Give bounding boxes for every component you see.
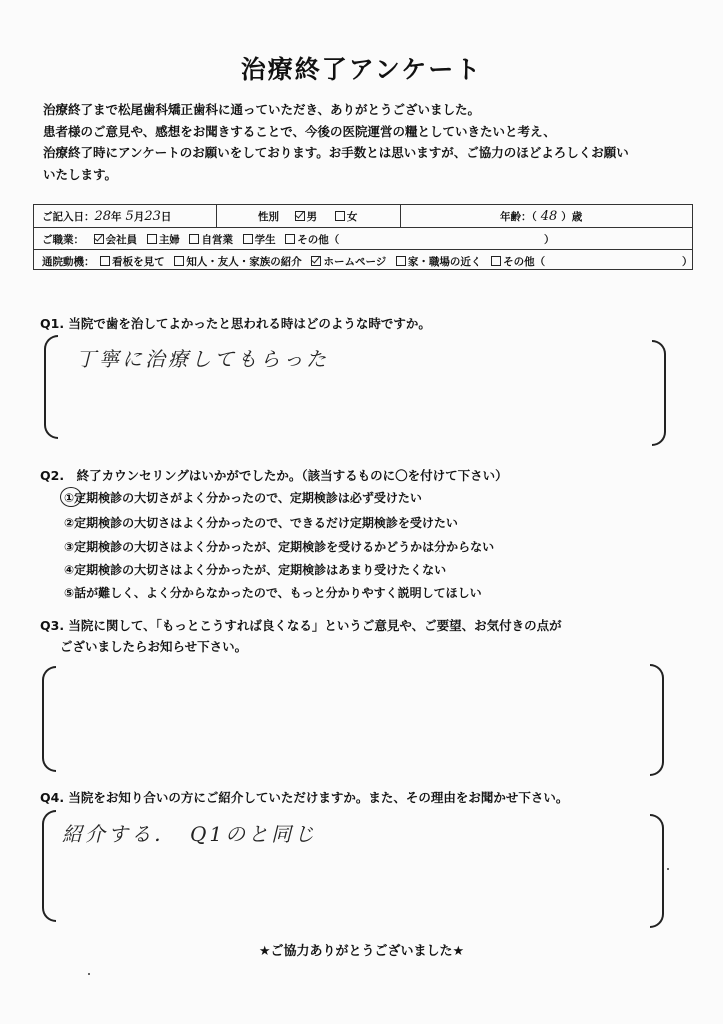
occupation-company-checkbox[interactable] (94, 234, 104, 244)
q2-option-2[interactable]: ②定期検診の大切さはよく分かったので、できるだけ定期検診を受けたい (64, 516, 458, 530)
motive-signboard-checkbox[interactable] (100, 256, 110, 266)
occupation-label: ご職業： (42, 234, 84, 246)
motive-option: その他（ (503, 256, 546, 268)
gender-female-checkbox[interactable] (335, 211, 345, 221)
occupation-student-checkbox[interactable] (243, 234, 253, 244)
stray-mark (667, 868, 669, 870)
age-label: 年齢：（ (500, 211, 537, 223)
q3-question-line2: ございましたらお知らせ下さい。 (60, 639, 248, 654)
q2-question: Q2. 終了カウンセリングはいかがでしたか。（該当するものに〇を付けて下さい） (40, 468, 508, 483)
q1-answer[interactable]: 丁寧に治療してもらった (76, 347, 329, 371)
stray-mark (88, 973, 90, 975)
date-label: ご記入日： (42, 211, 95, 223)
intro-line: いたします。 (43, 166, 118, 182)
q4-answer[interactable]: 紹介する． Q1のと同じ (62, 822, 318, 846)
day-value: 23 (144, 209, 161, 224)
intro-line: 治療終了まで松尾歯科矯正歯科に通っていただき、ありがとうございました。 (43, 102, 481, 117)
motive-nearby-checkbox[interactable] (396, 256, 406, 266)
page-title: 治療終了アンケート (240, 55, 483, 84)
info-row-basic (34, 205, 692, 227)
motive-option: ホームページ (323, 256, 387, 268)
gender-label: 性別 (258, 211, 279, 223)
age-suffix: ）歳 (561, 211, 583, 223)
gender-field (258, 209, 357, 224)
occupation-field (42, 232, 339, 247)
divider (400, 205, 401, 227)
intro-text (43, 99, 693, 185)
intro-line: 患者様のご意見や、感想をお聞きすることで、今後の医院運営の糧としていきたいと考え、 (43, 123, 556, 139)
q1-bracket-right (652, 340, 666, 446)
motive-field (42, 254, 545, 269)
occupation-selfemployed-checkbox[interactable] (189, 234, 199, 244)
motive-option: 看板を見て (112, 256, 165, 268)
day-label: 日 (160, 211, 172, 223)
occupation-option: 会社員 (105, 234, 138, 246)
date-field[interactable] (42, 209, 171, 224)
occupation-option: 自営業 (201, 234, 233, 246)
q2-option-3[interactable]: ③定期検診の大切さはよく分かったが、定期検診を受けるかどうかは分からない (64, 540, 495, 554)
motive-label: 通院動機： (42, 256, 95, 268)
occupation-housewife-checkbox[interactable] (147, 234, 157, 244)
motive-option: 家・職場の近く (407, 256, 482, 268)
q1-bracket-left (44, 335, 58, 439)
divider (216, 205, 217, 227)
q2-option-5[interactable]: ⑤話が難しく、よく分からなかったので、もっと分かりやすく説明してほしい (64, 586, 482, 600)
occupation-other-checkbox[interactable] (285, 234, 295, 244)
q3-bracket-right (650, 664, 664, 776)
motive-referral-checkbox[interactable] (174, 256, 184, 266)
occupation-option: 主婦 (158, 234, 180, 246)
age-field[interactable] (500, 209, 582, 224)
motive-option: 知人・友人・家族の紹介 (186, 256, 302, 268)
footer-thanks: ★ご協力ありがとうございました★ (258, 944, 465, 959)
month-label: 月 (133, 211, 145, 223)
q3-question-line1: Q3. 当院に関して、「もっとこうすれば良くなる」というご意見や、ご要望、お気付きの点が (40, 618, 562, 633)
info-row-motive (34, 249, 692, 272)
respondent-info-table (33, 204, 693, 270)
q4-bracket-left (42, 810, 56, 922)
info-row-occupation (34, 227, 692, 250)
motive-other-checkbox[interactable] (491, 256, 501, 266)
gender-male-label: 男 (306, 211, 318, 223)
occupation-option: 学生 (254, 234, 276, 246)
q4-bracket-right (650, 814, 664, 928)
age-value: 48 (540, 209, 558, 224)
q2-option-4[interactable]: ④定期検診の大切さはよく分かったが、定期検診はあまり受けたくない (64, 563, 447, 577)
gender-male-checkbox[interactable] (295, 211, 305, 221)
year-value: 28 (94, 209, 112, 224)
month-value: 5 (125, 209, 134, 224)
occupation-close-paren: ） (544, 234, 555, 246)
q1-question: Q1. 当院で歯を治してよかったと思われる時はどのような時ですか。 (40, 316, 431, 331)
gender-female-label: 女 (346, 211, 358, 223)
motive-close-paren: ） (682, 256, 693, 268)
q4-question: Q4. 当院をお知り合いの方にご紹介していただけますか。また、その理由をお聞かせ下さい。 (40, 790, 569, 805)
q3-bracket-left (42, 666, 56, 772)
occupation-option: その他（ (297, 234, 340, 246)
year-label: 年 (111, 211, 122, 223)
intro-line: 治療終了時にアンケートのお願いをしております。お手数とは思いますが、ご協力のほどよろしくお願い (43, 145, 629, 160)
q2-option-1[interactable]: ①定期検診の大切さがよく分かったので、定期検診は必ず受けたい (64, 491, 422, 505)
motive-homepage-checkbox[interactable] (311, 256, 321, 266)
